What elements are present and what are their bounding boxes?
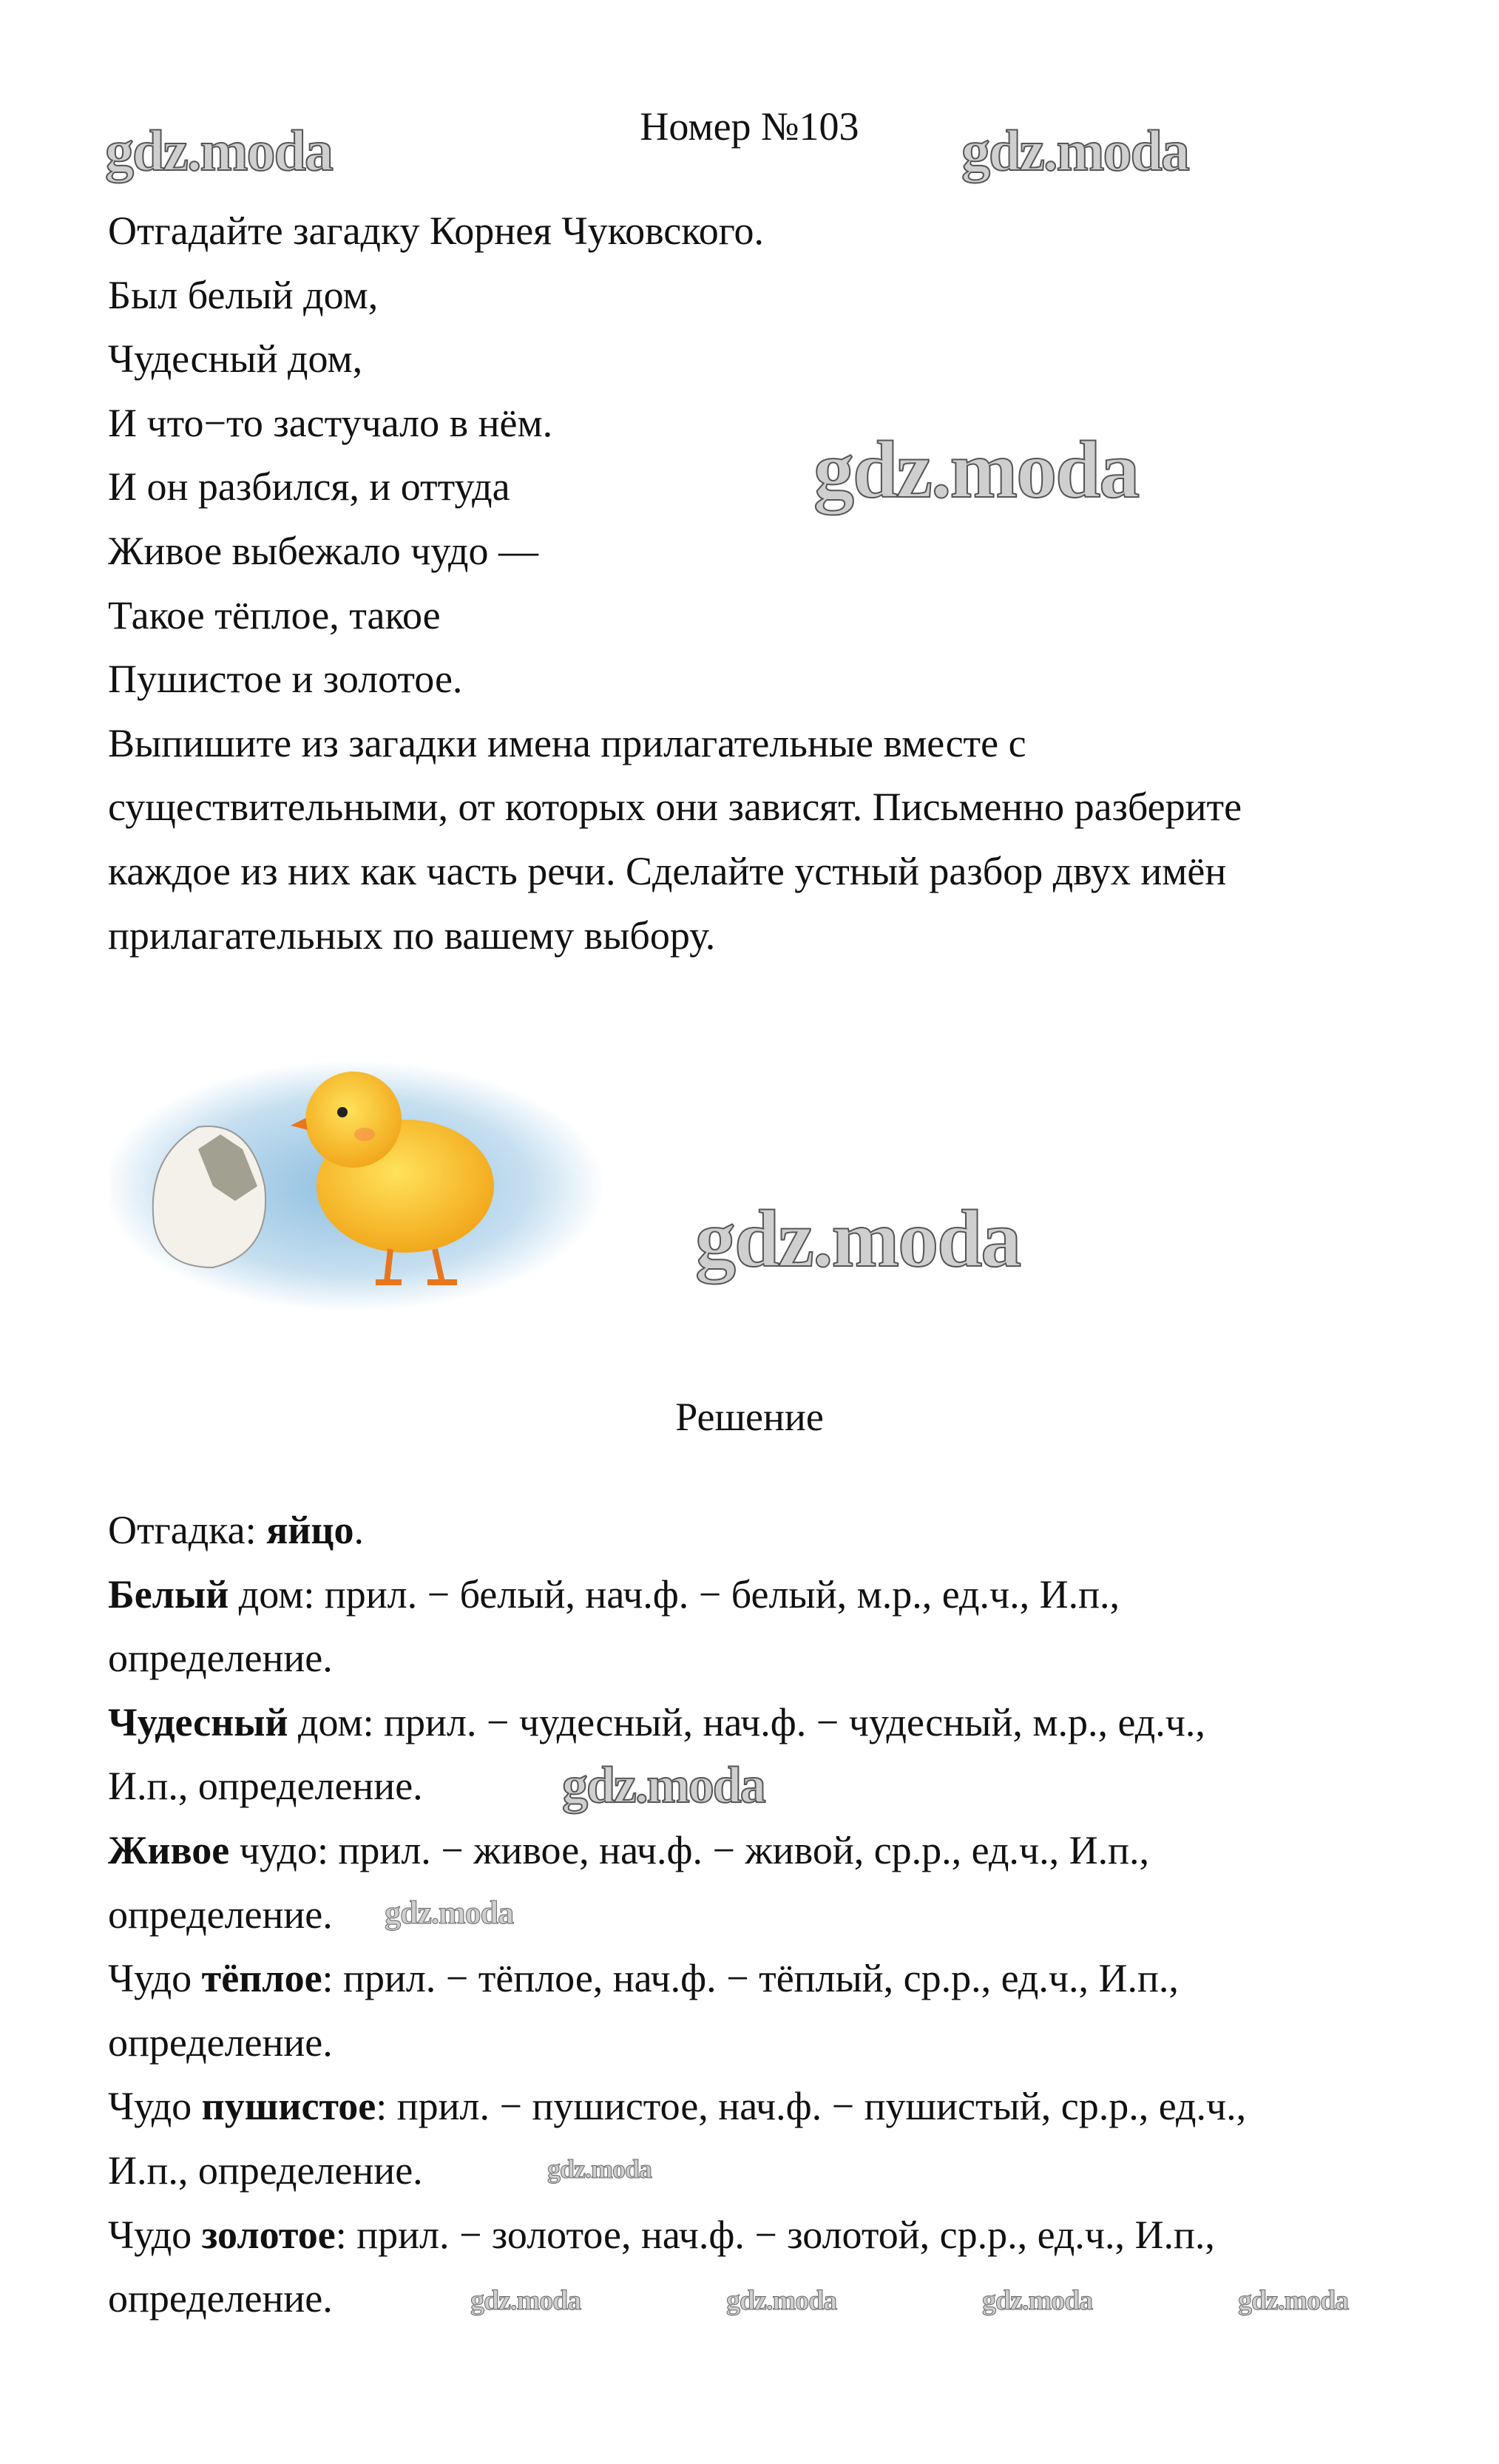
answer-line: Живое чудо: прил. − живое, нач.ф. − живой, ср.р., ед.ч., И.п., bbox=[108, 1827, 1149, 1872]
watermark: gdz.moda bbox=[1238, 2285, 1349, 2316]
answer-line: определение. bbox=[108, 2276, 333, 2321]
answer-line: Отгадка: яйцо. bbox=[108, 1508, 365, 1552]
watermark: gdz.moda bbox=[982, 2285, 1093, 2316]
task-line: прилагательных по вашему выбору. bbox=[108, 913, 716, 958]
answer-line: Белый дом: прил. − белый, нач.ф. − белый, м.р., ед.ч., И.п., bbox=[108, 1571, 1120, 1617]
task-line: каждое из них как часть речи. Сделайте устный разбор двух имён bbox=[108, 848, 1227, 893]
answer-text bbox=[108, 1498, 1246, 2331]
task-line: Живое выбежало чудо — bbox=[108, 528, 538, 573]
answer-line: определение. bbox=[108, 1636, 333, 1681]
task-text bbox=[108, 199, 1242, 967]
task-line: существительными, от которых они зависят. Письменно разберите bbox=[108, 785, 1242, 830]
page-title: Номер №103 bbox=[640, 104, 859, 149]
watermark: gdz.moda bbox=[562, 1757, 765, 1814]
task-line: Чудесный дом, bbox=[108, 336, 363, 382]
task-line: Выпишите из загадки имена прилагательные вместе с bbox=[108, 720, 1026, 765]
task-line: Отгадайте загадку Корнея Чуковского. bbox=[108, 209, 765, 253]
watermark: gdz.moda bbox=[726, 2285, 837, 2316]
answer-line: определение. bbox=[108, 2020, 333, 2065]
watermark: gdz.moda bbox=[105, 118, 332, 183]
answer-line: определение. bbox=[108, 1892, 333, 1937]
watermark: gdz.moda bbox=[813, 424, 1139, 515]
watermark: gdz.moda bbox=[695, 1194, 1021, 1284]
task-line: И он разбился, и оттуда bbox=[108, 464, 510, 510]
answer-line: И.п., определение. bbox=[108, 1764, 423, 1809]
watermark: gdz.moda bbox=[547, 2154, 652, 2184]
answer-line: Чудо пушистое: прил. − пушистое, нач.ф. − пушистый, ср.р., ед.ч., bbox=[108, 2084, 1247, 2129]
task-line: Пушистое и золотое. bbox=[108, 657, 463, 702]
answer-line: Чудесный дом: прил. − чудесный, нач.ф. − чудесный, м.р., ед.ч., bbox=[108, 1699, 1205, 1744]
watermark: gdz.moda bbox=[385, 1895, 514, 1931]
task-line: Был белый дом, bbox=[108, 272, 379, 317]
task-line: Такое тёплое, такое bbox=[108, 592, 441, 637]
chick-illustration bbox=[109, 1038, 642, 1312]
answer-line: И.п., определение. bbox=[108, 2147, 423, 2193]
answer-line: Чудо тёплое: прил. − тёплое, нач.ф. − тёплый, ср.р., ед.ч., И.п., bbox=[108, 1956, 1179, 2001]
watermark: gdz.moda bbox=[961, 118, 1188, 183]
answer-line: Чудо золотое: прил. − золотое, нач.ф. − золотой, ср.р., ед.ч., И.п., bbox=[108, 2212, 1215, 2257]
task-line: И что−то застучало в нём. bbox=[108, 400, 553, 445]
solution-heading: Решение bbox=[675, 1395, 824, 1439]
watermark: gdz.moda bbox=[470, 2285, 581, 2316]
